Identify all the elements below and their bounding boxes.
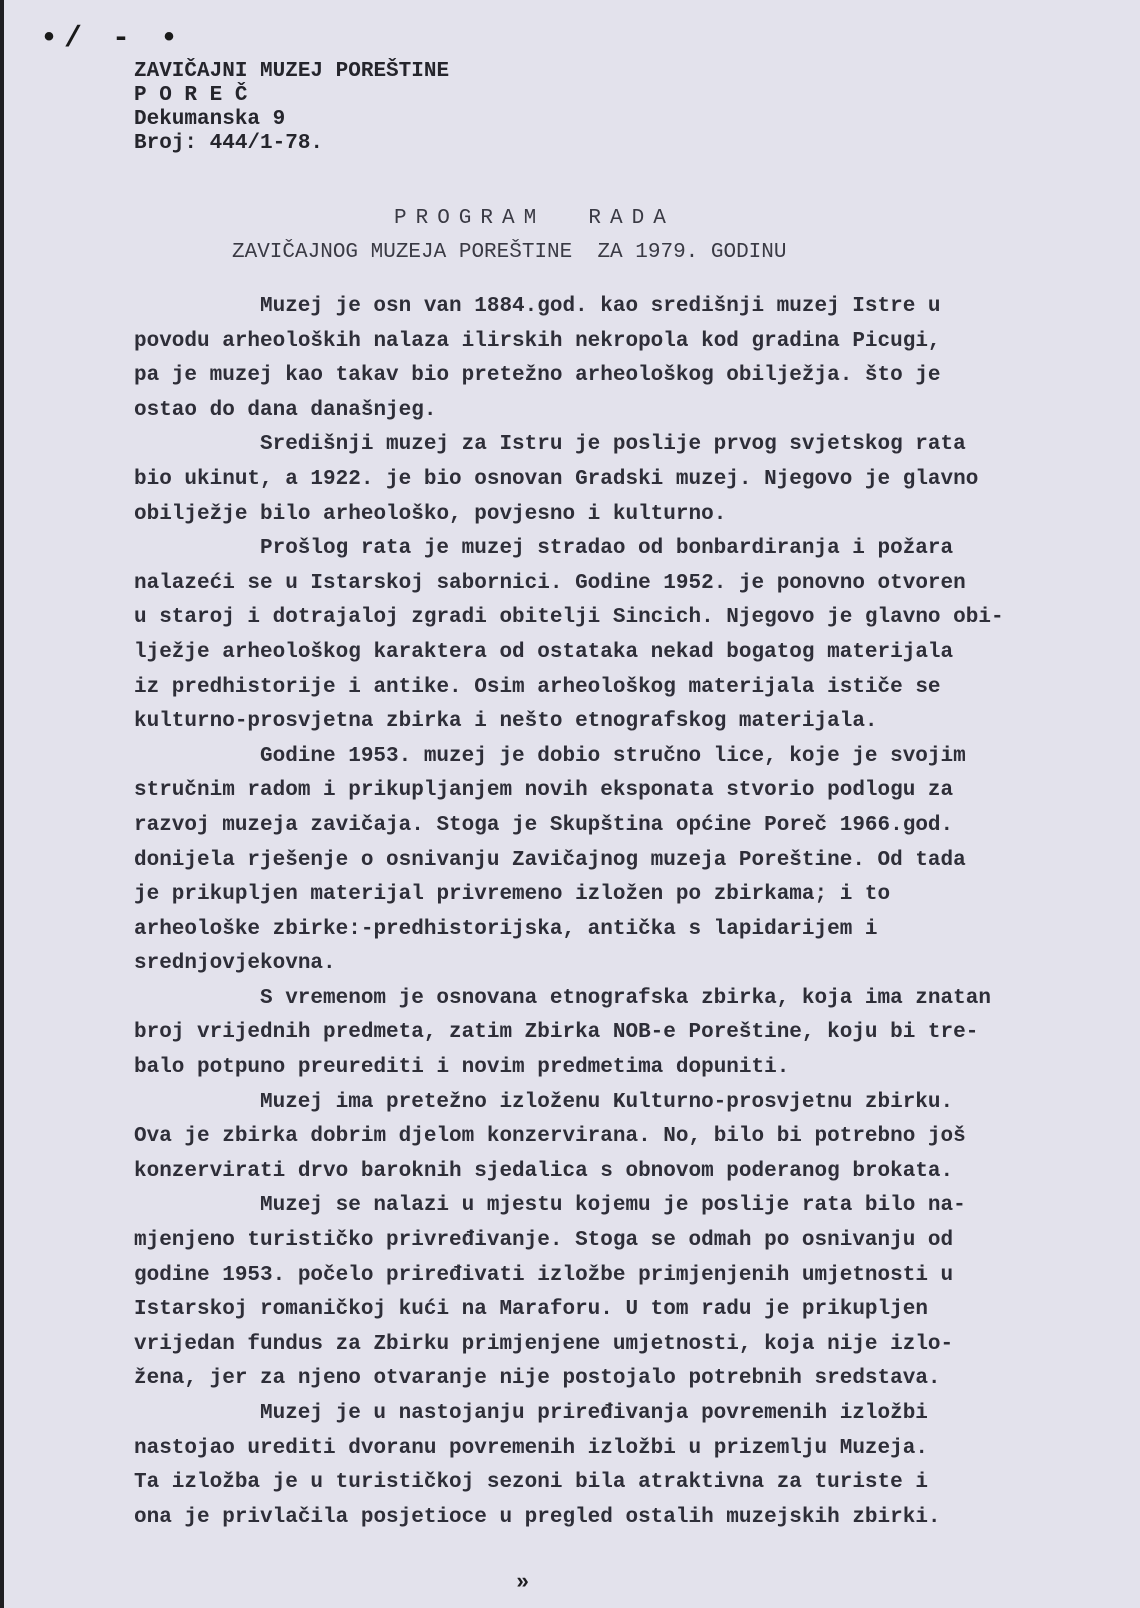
document-page [4, 0, 1140, 1608]
institution-city: P O R E Č [134, 84, 248, 107]
document-body [134, 290, 1094, 1535]
body-line: bio ukinut, a 1922. je bio osnovan Gradski muzej. Njegovo je glavno [134, 467, 979, 491]
body-line: Muzej je u nastojanju priređivanja povremenih izložbi [260, 1402, 928, 1425]
letterhead [134, 60, 449, 156]
institution-address: Dekumanska 9 [134, 108, 286, 131]
body-line: nastojao urediti dvoranu povremenih izložbi u prizemlju Muzeja. [134, 1436, 928, 1460]
body-line: žena, jer za njeno otvaranje nije postojalo potrebnih sredstava. [134, 1367, 941, 1391]
body-line: obilježje bilo arheološko, povjesno i kulturno. [134, 502, 727, 526]
body-line: Istarskoj romaničkoj kući na Maraforu. U tom radu je prikupljen [134, 1298, 928, 1322]
body-line: Muzej je osn van 1884.god. kao središnji muzej Istre u [260, 295, 941, 318]
body-line: razvoj muzeja zavičaja. Stoga je Skupština općine Poreč 1966.god. [134, 813, 954, 837]
body-line: donijela rješenje o osnivanju Zavičajnog muzeja Poreštine. Od tada [134, 848, 966, 872]
body-line: Ova je zbirka dobrim djelom konzervirana. No, bilo bi potrebno još [134, 1125, 966, 1149]
document-number: Broj: 444/1-78. [134, 132, 324, 155]
body-line: povodu arheoloških nalaza ilirskih nekropola kod gradina Picugi, [134, 329, 941, 353]
body-line: Muzej se nalazi u mjestu kojemu je poslije rata bilo na- [260, 1194, 966, 1218]
body-line: srednjovjekovna. [134, 952, 336, 976]
body-line: Godine 1953. muzej je dobio stručno lice, koje je svojim [260, 744, 966, 768]
body-line: konzervirati drvo baroknih sjedalica s obnovom poderanog brokata. [134, 1159, 954, 1183]
body-line: Muzej ima pretežno izloženu Kulturno-prosvjetnu zbirku. [260, 1090, 954, 1114]
body-line: godine 1953. počelo priređivati izložbe primjenjenih umjetnosti u [134, 1263, 954, 1287]
title-line-2: ZAVIČAJNOG MUZEJA POREŠTINE ZA 1979. GODINU [232, 241, 787, 264]
body-line: iz predhistorije i antike. Osim arheološkog materijala ističe se [134, 675, 941, 699]
body-line: stručnim radom i prikupljanjem novih eksponata stvorio podlogu za [134, 779, 954, 803]
body-line: arheološke zbirke:-predhistorijska, antička s lapidarijem i [134, 917, 878, 941]
corner-marks: •/ - • [40, 22, 185, 56]
body-line: lježje arheološkog karaktera od ostataka nekad bogatog materijala [134, 640, 954, 664]
title-line-1: PROGRAM RADA [394, 207, 675, 230]
body-line: nalazeći se u Istarskoj sabornici. Godine 1952. je ponovno otvoren [134, 571, 966, 595]
body-line: vrijedan fundus za Zbirku primjenjene umjetnosti, koja nije izlo- [134, 1332, 954, 1356]
body-line: ostao do dana današnjeg. [134, 398, 437, 422]
body-line: Prošlog rata je muzej stradao od bonbardiranja i požara [260, 537, 954, 561]
body-line: Ta izložba je u turističkoj sezoni bila atraktivna za turiste i [134, 1471, 928, 1495]
page-mark: » [516, 1570, 530, 1595]
body-line: broj vrijednih predmeta, zatim Zbirka NOB-e Poreštine, koju bi tre- [134, 1021, 979, 1045]
body-line: Središnji muzej za Istru je poslije prvog svjetskog rata [260, 433, 966, 457]
body-line: balo potpuno preurediti i novim predmetima dopuniti. [134, 1056, 790, 1080]
body-line: pa je muzej kao takav bio pretežno arheološkog obilježja. što je [134, 364, 941, 388]
body-line: je prikupljen materijal privremeno izložen po zbirkama; i to [134, 883, 891, 907]
body-line: kulturno-prosvjetna zbirka i nešto etnografskog materijala. [134, 710, 878, 734]
body-line: S vremenom je osnovana etnografska zbirka, koja ima znatan [260, 986, 991, 1010]
body-line: u starој i dotrajaloj zgradi obitelji Sincich. Njegovo je glavno obi- [134, 606, 1004, 630]
body-line: mjenjeno turističko privređivanje. Stoga se odmah po osnivanju od [134, 1229, 954, 1253]
institution-name: ZAVIČAJNI MUZEJ POREŠTINE [134, 60, 450, 83]
body-line: ona je privlačila posjetioce u pregled ostalih muzejskih zbirki. [134, 1505, 941, 1529]
